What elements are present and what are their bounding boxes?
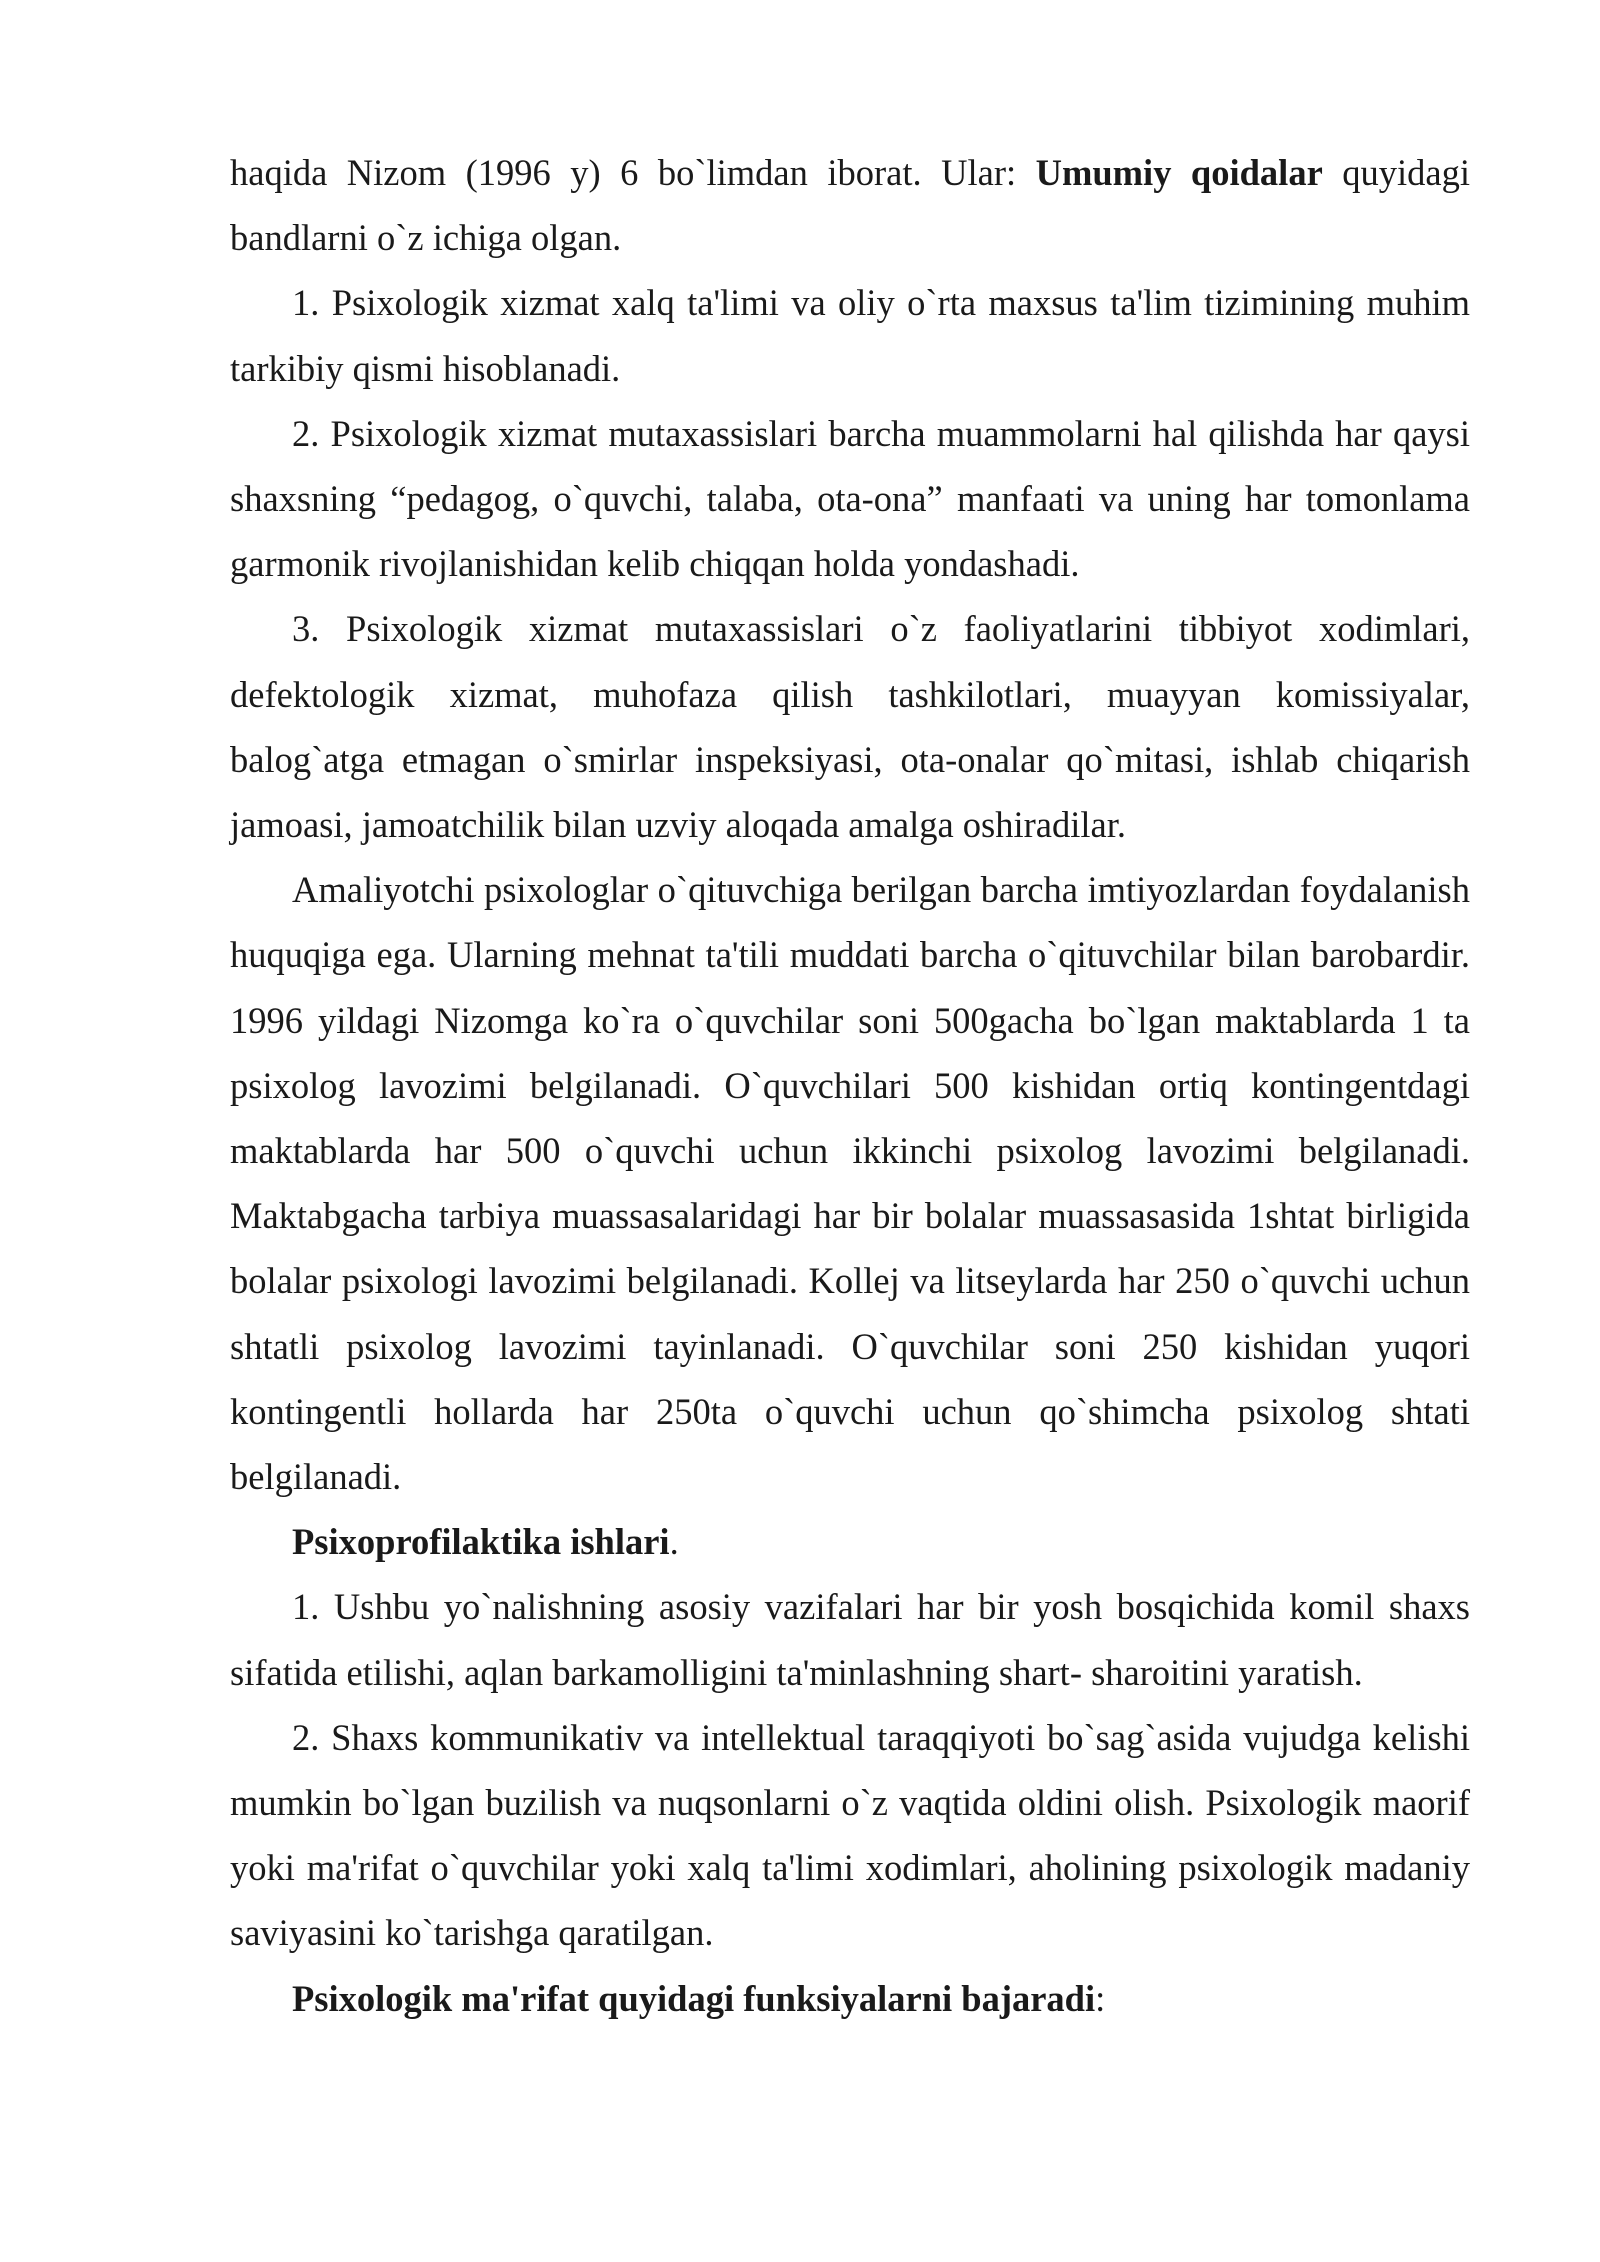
intro-bold-term: Umumiy qoidalar xyxy=(1035,152,1323,193)
list-item-psycho-2: 2. Shaxs kommunikativ va intellektual taraqqiyoti bo`sag`asida vujudga kelishi mumkin bo`lgan buzilish va nuqsonlarni o`z vaqtida oldini olish. Psixologik maorif yoki ma'rifat o`quvchilar yoki xalq ta'limi xodimlari, aholining psixologik madaniy saviyasini ko`tarishga qaratilgan. xyxy=(230,1716,1470,1954)
list-item-3: 3. Psixologik xizmat mutaxassislari o`z faoliyatlarini tibbiyot xodimlari, defektologik xizmat, muhofaza qilish tashkilotlari, muayyan komissiyalar, balog`atga etmagan o`smirlar inspeksiyasi, ota-onalar qo`mitasi, ishlab chiqarish jamoasi, jamoatchilik bilan uzviy aloqada amalga oshiradilar. xyxy=(230,608,1470,846)
intro-text-start: haqida Nizom (1996 y) 6 bo`limdan iborat. Ular: xyxy=(230,152,1036,193)
list-item-2: 2. Psixologik xizmat mutaxassislari barcha muammolarni hal qilishda har qaysi shaxsning “pedagog, o`quvchi, talaba, ota-ona” manfaati va uning har tomonlama garmonik rivojlanishidan kelib chiqqan holda yondashadi. xyxy=(230,412,1470,585)
paragraph-practitioners: Amaliyotchi psixologlar o`qituvchiga berilgan barcha imtiyozlardan foydalanish huquqiga ega. Ularning mehnat ta'tili muddati barcha o`qituvchilar bilan barobardir. 1996 yildagi Nizomga ko`ra o`quvchilar soni 500gacha bo`lgan maktablarda 1 ta psixolog lavozimi belgilanadi. O`quvchilari 500 kishidan ortiq kontingentdagi maktablarda har 500 o`quvchi uchun ikkinchi psixolog lavozimi belgilanadi. Maktabgacha tarbiya muassasalaridagi har bir bolalar muassasasida 1shtat birligida bolalar psixologi lavozimi belgilanadi. Kollej va litseylarda har 250 o`quvchi uchun shtatli psixolog lavozimi tayinlanadi. O`quvchilar soni 250 kishidan yuqori kontingentli hollarda har 250ta o`quvchi uchun qo`shimcha psixolog shtati belgilanadi. xyxy=(230,869,1470,1498)
heading-bold-text: Psixologik ma'rifat quyidagi funksiyalarni bajaradi xyxy=(292,1977,1096,2019)
heading-bold-text: Psixoprofilaktika ishlari xyxy=(292,1521,670,1563)
section-heading-psychoprophylaxis xyxy=(230,1509,1470,1574)
intro-text-end: quyidagi bandlarni o`z ichiga olgan. xyxy=(230,152,1470,259)
list-item-psycho-1: 1. Ushbu yo`nalishning asosiy vazifalari har bir yosh bosqichida komil shaxs sifatida etilishi, aqlan barkamolligini ta'minlashning shart- sharoitini yaratish. xyxy=(230,1586,1470,1693)
document-page xyxy=(230,140,1470,2031)
paragraph-intro xyxy=(230,140,1470,270)
section-heading-enlightenment xyxy=(230,1966,1470,2031)
list-item-1: 1. Psixologik xizmat xalq ta'limi va oliy o`rta maxsus ta'lim tizimining muhim tarkibiy qismi hisoblanadi. xyxy=(230,282,1470,389)
heading-punctuation: : xyxy=(1095,1977,1106,2019)
heading-punctuation: . xyxy=(669,1521,679,1563)
